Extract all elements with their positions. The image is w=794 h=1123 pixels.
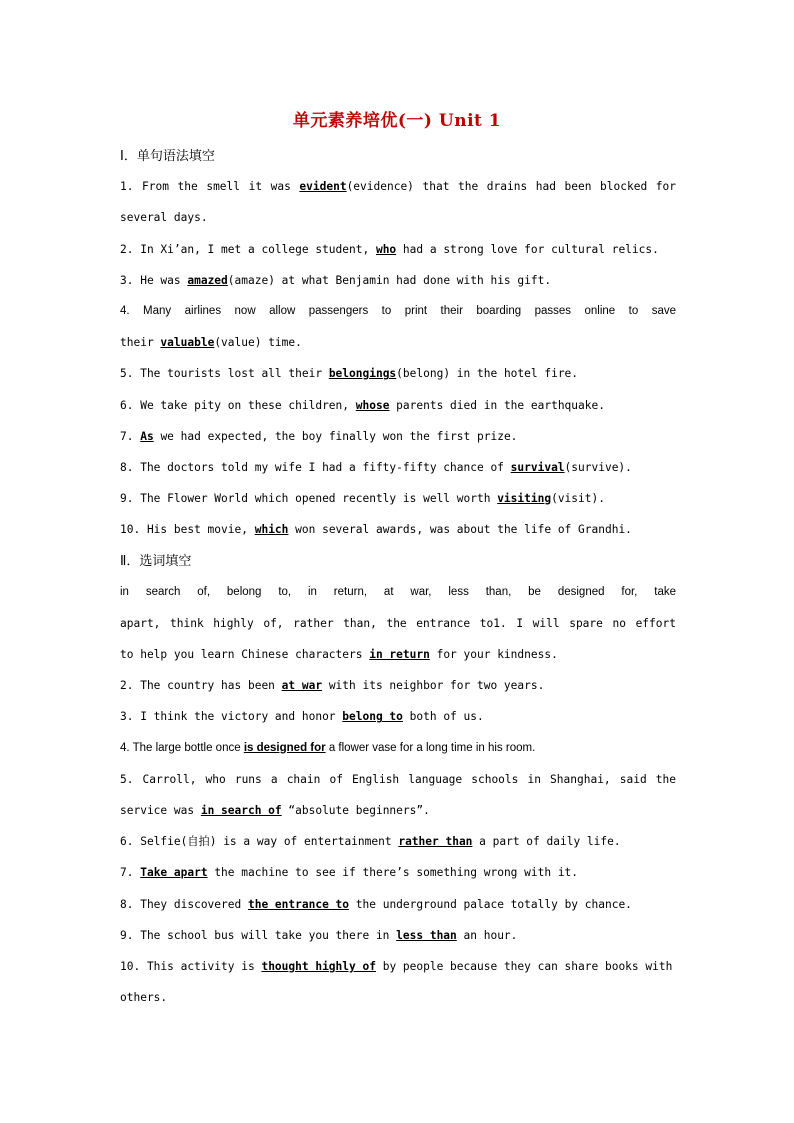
s2-question-3: 3. I think the victory and honor belong to both of us. [120, 710, 484, 724]
answer: thought highly of [261, 959, 376, 973]
word-bank-line-2: apart, think highly of, rather than, the entrance to1. I will spare no effort [120, 616, 676, 630]
answer: evident [299, 180, 347, 194]
answer: visiting [497, 492, 552, 506]
answer: Take apart [140, 866, 208, 880]
answer: amazed [187, 273, 228, 287]
s1-question-3: 3. He was amazed(amaze) at what Benjamin had done with his gift. [120, 273, 552, 287]
s1-question-10: 10. His best movie, which won several awards, was about the life of Grandhi. [120, 523, 632, 537]
answer: the entrance to [247, 897, 350, 911]
s2-question-10: 10. This activity is thought highly of by people because they can share books with [120, 959, 673, 973]
s1-question-2: 2. In Xi’an, I met a college student, who had a strong love for cultural relics. [120, 242, 659, 256]
answer: in return [369, 648, 430, 661]
s2-question-1: to help you learn Chinese characters in return for your kindness. [120, 648, 558, 661]
s2-question-2: 2. The country has been at war with its neighbor for two years. [120, 679, 545, 693]
s2-question-5-cont: service was in search of “absolute beginners”. [120, 803, 430, 817]
answer: survival [510, 460, 565, 474]
s1-question-9: 9. The Flower World which opened recently is well worth visiting(visit). [120, 492, 605, 506]
answer: is designed for [243, 741, 326, 754]
s1-question-4: 4. Many airlines now allow passengers to print their boarding passes online to save [120, 304, 676, 317]
word-bank-line-1: in search of, belong to, in return, at war, less than, be designed for, take [120, 585, 676, 598]
answer: at war [281, 679, 323, 693]
s2-question-8: 8. They discovered the entrance to the underground palace totally by chance. [120, 897, 632, 911]
s2-question-6: 6. Selfie(自拍) is a way of entertainment rather than a part of daily life. [120, 835, 621, 849]
answer: who [375, 242, 397, 256]
answer: in search of [200, 803, 282, 817]
s2-question-5: 5. Carroll, who runs a chain of English language schools in Shanghai, said the [120, 772, 676, 786]
answer: belong to [342, 710, 403, 724]
answer: As [140, 429, 154, 443]
answer: less than [396, 928, 457, 942]
s1-question-6: 6. We take pity on these children, whose parents died in the earthquake. [120, 398, 605, 412]
answer: rather than [398, 835, 473, 849]
section-2-heading: Ⅱ．选词填空 [120, 553, 192, 569]
s1-question-8: 8. The doctors told my wife I had a fifty-fifty chance of survival(survive). [120, 460, 632, 474]
answer: belongings [328, 367, 397, 381]
document-body [120, 140, 676, 1013]
s2-question-7: 7. Take apart the machine to see if there’s something wrong with it. [120, 866, 579, 880]
page-title: 单元素养培优(一) Unit 1 [292, 111, 502, 131]
s2-question-4: 4. The large bottle once is designed for a flower vase for a long time in his room. [120, 741, 536, 754]
s2-question-9: 9. The school bus will take you there in less than an hour. [120, 928, 518, 942]
s1-question-1-cont: several days. [120, 211, 208, 225]
s1-question-4-cont: their valuable(value) time. [120, 336, 302, 350]
answer: which [254, 523, 289, 537]
answer: whose [355, 398, 390, 412]
s1-question-5: 5. The tourists lost all their belongings(belong) in the hotel fire. [120, 367, 579, 381]
answer: valuable [160, 336, 215, 350]
s2-question-10-cont: others. [120, 991, 168, 1005]
s1-question-1: 1. From the smell it was evident(evidence) that the drains had been blocked for [120, 180, 676, 194]
s1-question-7: 7. As we had expected, the boy finally won the first prize. [120, 429, 518, 443]
section-1-heading: Ⅰ．单句语法填空 [120, 148, 215, 163]
